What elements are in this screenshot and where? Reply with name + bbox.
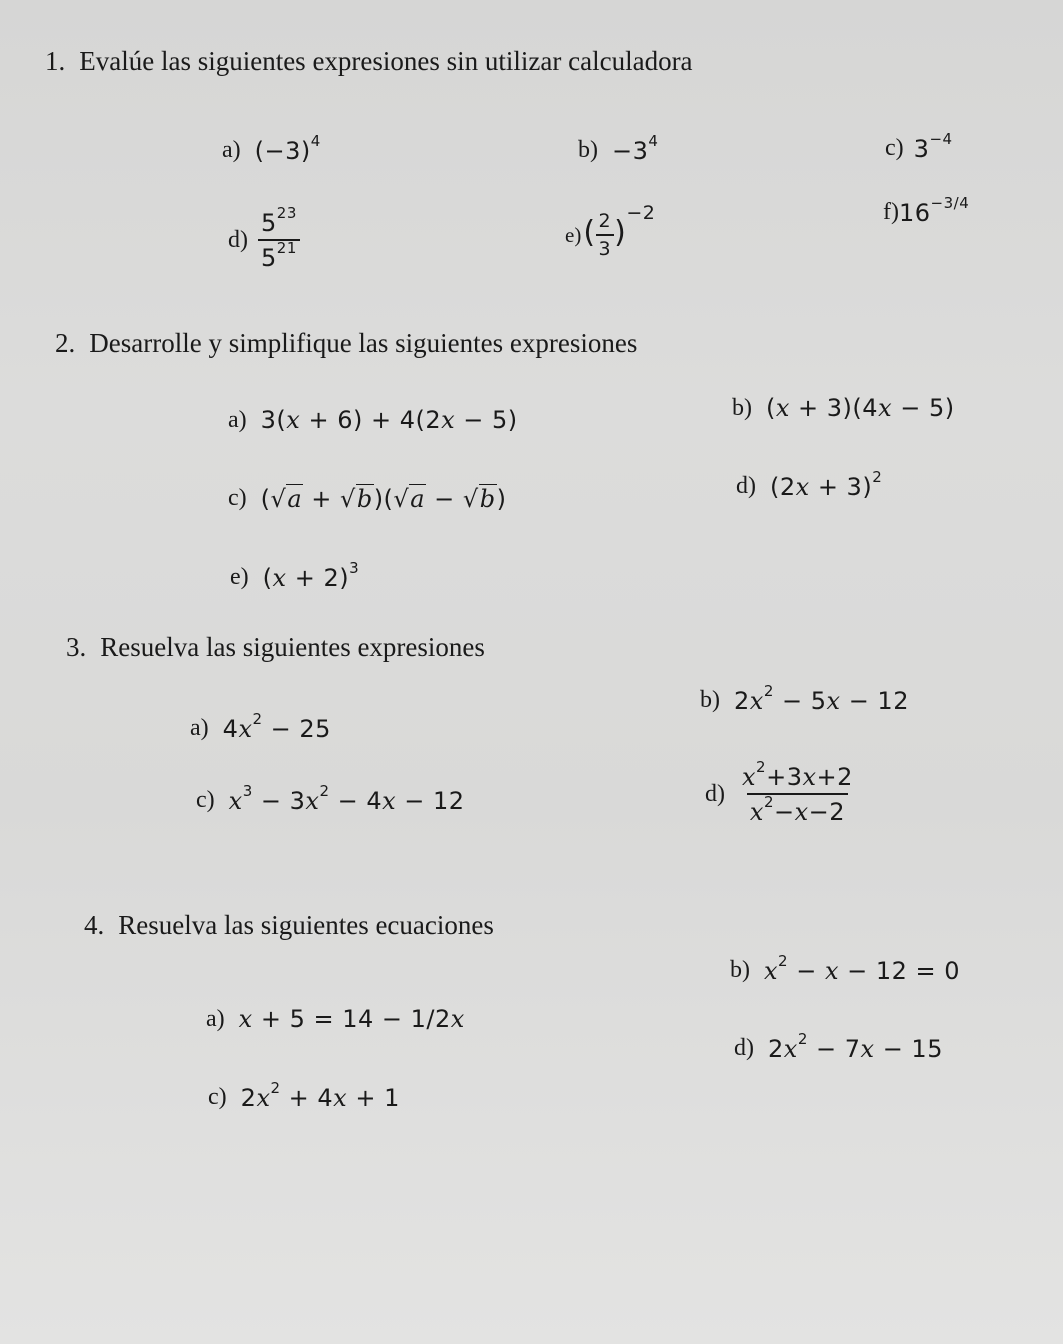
- expression: $3^{-4}$: [913, 130, 953, 163]
- section-title: Evalúe las siguientes expresiones sin utilizar calculadora: [79, 46, 693, 76]
- item-label: c): [208, 1084, 227, 1110]
- item-label: c): [885, 135, 904, 161]
- s3-item-b: [700, 682, 909, 715]
- expression: $x^2 - x - 12 = 0$: [764, 952, 961, 985]
- expression: ( √ a + √ b )( √ a − √ b ): [260, 485, 507, 513]
- s2-item-e: [230, 559, 360, 592]
- s2-item-c: [228, 484, 506, 513]
- item-label: d): [736, 473, 756, 499]
- item-label: b): [700, 687, 720, 713]
- expression: $2x^2 + 4x + 1$: [240, 1079, 400, 1112]
- s1-item-c: [885, 130, 953, 163]
- item-label: c): [196, 787, 215, 813]
- s1-item-d: [228, 204, 300, 272]
- item-label: a): [222, 137, 241, 163]
- item-label: d): [734, 1035, 754, 1061]
- expression: x + 5 = 14 − 1/2x: [238, 1005, 465, 1033]
- item-label: a): [228, 406, 247, 433]
- s1-item-e: [565, 202, 656, 260]
- expression: $2x^2 - 7x - 15$: [768, 1030, 943, 1063]
- s3-item-a: [190, 710, 331, 743]
- s4-item-c: [208, 1079, 400, 1112]
- item-label: f): [883, 199, 899, 225]
- fraction: $\frac{x^2+3x+2}{x^2-x-2}$: [742, 758, 853, 826]
- expression: $(-3)^4$: [254, 132, 321, 165]
- section-2-heading: [55, 328, 637, 359]
- expression: $-3^4$: [612, 132, 659, 165]
- fraction: $\frac{5^{23}}{5^{21}}$: [258, 208, 300, 272]
- s1-item-f: [883, 194, 970, 227]
- item-label: b): [730, 957, 750, 983]
- s3-item-c: [196, 782, 465, 815]
- expression: $16^{-3/4}$: [898, 194, 970, 227]
- section-3-heading: [66, 632, 485, 663]
- item-label: c): [228, 485, 247, 511]
- expression: $(x + 2)^3$: [262, 559, 360, 592]
- expression: $x^3 - 3x^2 - 4x - 12$: [228, 782, 465, 815]
- expression: 3(x + 6) + 4(2x − 5): [260, 406, 518, 434]
- s4-item-b: [730, 952, 961, 985]
- item-label: d): [228, 226, 248, 253]
- item-label: a): [190, 715, 209, 741]
- expression: ( $\frac{2}{3}$ )$^{-2}$: [583, 202, 656, 260]
- s2-item-d: [736, 468, 883, 501]
- expression: $4x^2 - 25$: [222, 710, 331, 743]
- item-label: e): [565, 222, 582, 247]
- section-number: 4.: [84, 910, 105, 940]
- item-label: a): [206, 1005, 225, 1032]
- expression: $2x^2 - 5x - 12$: [734, 682, 909, 715]
- s1-item-b: [578, 132, 659, 165]
- item-label: d): [705, 780, 725, 807]
- section-1-heading: [45, 46, 693, 77]
- section-number: 1.: [45, 46, 66, 76]
- s4-item-a: [206, 1005, 465, 1033]
- item-label: b): [578, 137, 598, 163]
- s2-item-b: [732, 394, 955, 422]
- s1-item-a: [222, 132, 321, 165]
- section-number: 2.: [55, 328, 76, 358]
- section-title: Resuelva las siguientes ecuaciones: [118, 910, 494, 940]
- s3-item-d: [705, 758, 856, 826]
- section-title: Resuelva las siguientes expresiones: [100, 632, 485, 662]
- s2-item-a: [228, 406, 518, 434]
- expression: (x + 3)(4x − 5): [766, 394, 955, 422]
- expression: $(2x + 3)^2$: [770, 468, 883, 501]
- section-4-heading: [84, 910, 494, 941]
- section-title: Desarrolle y simplifique las siguientes expresiones: [89, 328, 638, 358]
- s4-item-d: [734, 1030, 943, 1063]
- section-number: 3.: [66, 632, 87, 662]
- item-label: b): [732, 394, 752, 421]
- item-label: e): [230, 564, 249, 590]
